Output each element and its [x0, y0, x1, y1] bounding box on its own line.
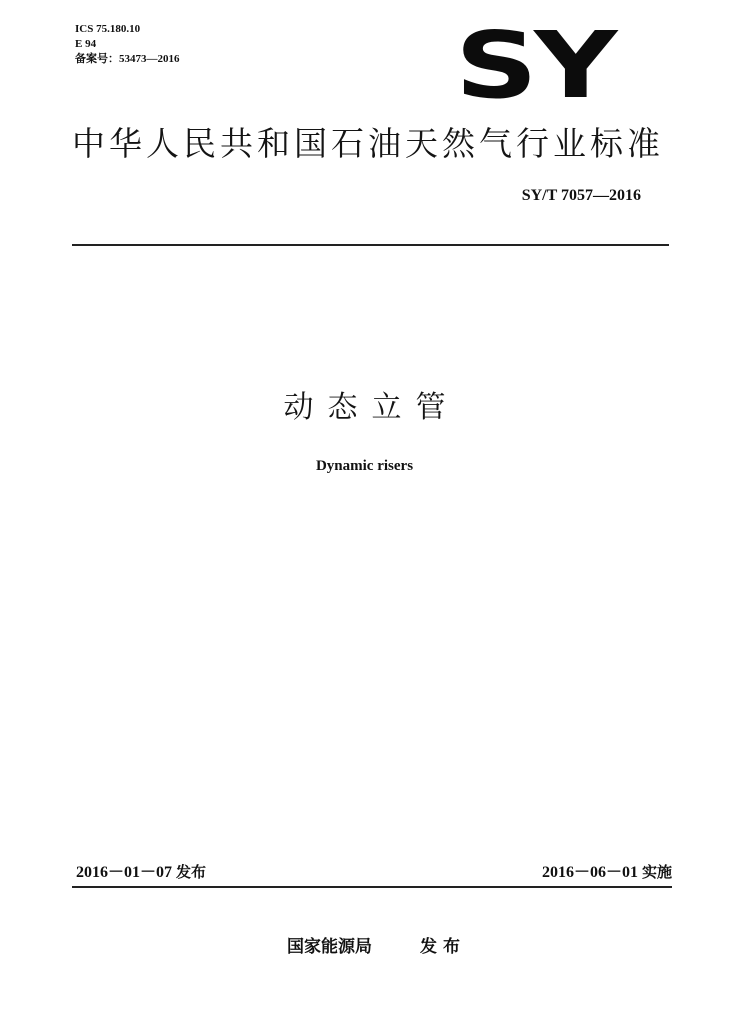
document-title-chinese: 动态立管: [283, 390, 460, 425]
bottom-divider: [72, 886, 672, 888]
sy-logo: SY: [455, 12, 614, 119]
ics-code: ICS 75.180.10: [75, 23, 141, 35]
issue-date-line: [76, 862, 206, 883]
classification-code: E 94: [75, 38, 97, 50]
record-number: 备案号：53473—2016: [75, 53, 180, 65]
publisher-name: 国家能源局: [287, 937, 372, 957]
document-title-english: Dynamic risers: [315, 458, 414, 474]
issue-date: 2016－01－07: [76, 864, 173, 881]
implementation-label: 实施: [641, 863, 672, 881]
top-divider: [72, 244, 669, 246]
issue-label: 发布: [176, 863, 207, 881]
industry-standard-title: 中华人民共和国石油天然气行业标准: [72, 124, 664, 163]
publish-action: 发布: [420, 937, 466, 957]
standard-number: SY/T 7057—2016: [521, 187, 641, 204]
implementation-date-line: [542, 862, 672, 883]
implementation-date: 2016－06－01: [541, 864, 638, 881]
